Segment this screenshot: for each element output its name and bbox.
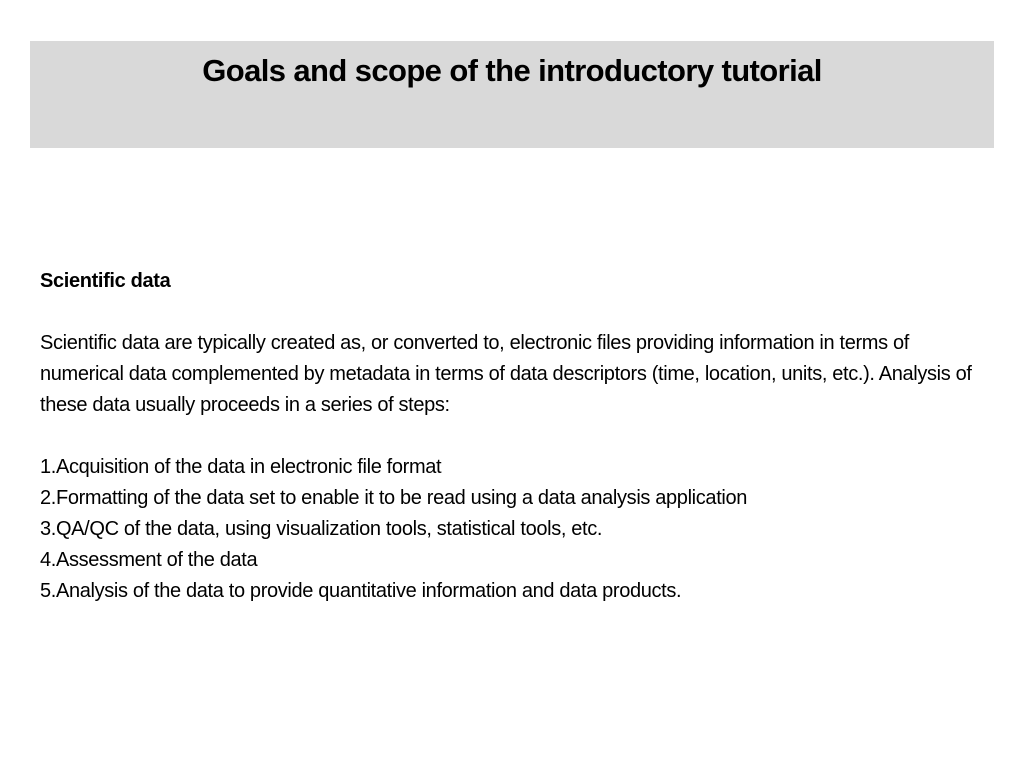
step-item: 3.QA/QC of the data, using visualization tools, statistical tools, etc. [40, 518, 603, 540]
step-item: 5.Analysis of the data to provide quantitative information and data products. [40, 580, 682, 602]
slide-body [40, 266, 975, 607]
slide-title: Goals and scope of the introductory tutorial [202, 53, 822, 88]
step-item: 4.Assessment of the data [40, 549, 258, 571]
step-item: 1.Acquisition of the data in electronic file format [40, 456, 442, 478]
intro-paragraph: Scientific data are typically created as, or converted to, electronic files providing information in terms of numerical data complemented by metadata in terms of data descriptors (time, location, units, etc.). Analysis of these data usually proceeds in a series of steps: [40, 332, 972, 416]
steps-list [40, 452, 975, 607]
step-item: 2.Formatting of the data set to enable it to be read using a data analysis application [40, 487, 748, 509]
section-heading: Scientific data [40, 270, 171, 292]
title-band [30, 41, 994, 148]
